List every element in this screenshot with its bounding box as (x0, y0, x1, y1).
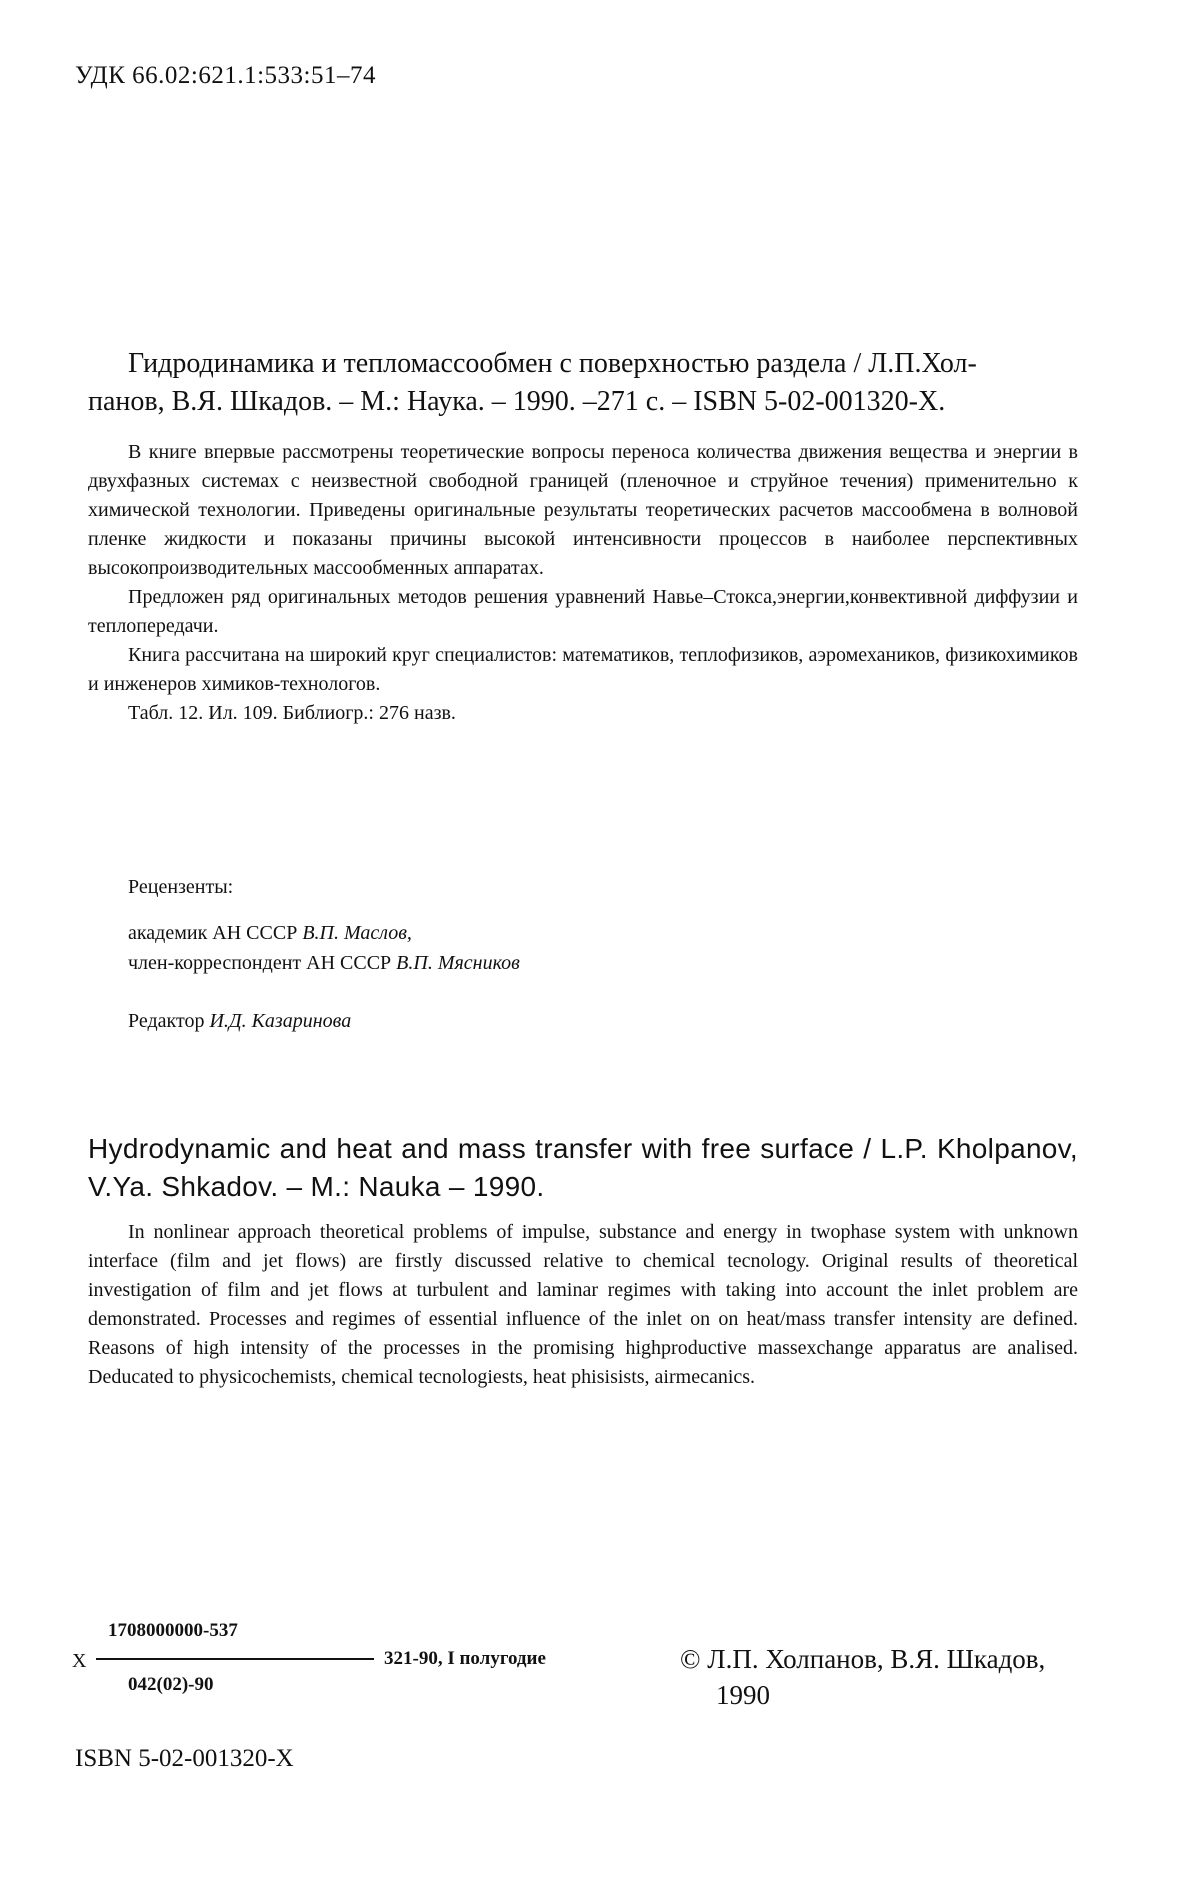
publication-code-denominator: 042(02)-90 (128, 1674, 214, 1695)
ru-abstract-paragraph-3: Книга рассчитана на широкий круг специалистов: математиков, теплофизиков, аэромехаников, физикохимиков и инженеров химиков-технологов. (88, 644, 1078, 695)
reviewer-2-role: член-корреспондент АН СССР (128, 952, 392, 974)
copyright-year: 1990 (716, 1680, 770, 1710)
publication-code (72, 1620, 612, 1720)
russian-abstract (88, 438, 1078, 728)
en-title-text: Hydrodynamic and heat and mass transfer with free surface / L.P. Kholpanov, V.Ya. Shkadov. – M.: Nauka – 1990. (88, 1133, 1078, 1202)
reviewers-block (128, 872, 520, 978)
ru-title-line-1: Гидродинамика и тепломассообмен с поверхностью раздела / Л.П.Хол- (128, 348, 977, 379)
ru-abstract-paragraph-1: В книге впервые рассмотрены теоретические вопросы переноса количества движения вещества и энергии в двухфазных системах с неизвестной свободной границей (пленочное и струйное течения) применительно к химической технологии. Приведены оригинальные результаты теоретических расчетов массообмена в волновой пленке жидкости и показаны причины высокой интенсивности процессов в наиболее перспективных высокопроизводительных массообменных аппаратах. (88, 441, 1078, 579)
reviewer-1 (128, 918, 520, 948)
ru-abstract-paragraph-4: Табл. 12. Ил. 109. Библиогр.: 276 назв. (128, 702, 456, 724)
english-bibliographic-title (88, 1130, 1078, 1206)
ru-abstract-paragraph-2: Предложен ряд оригинальных методов решения уравнений Навье–Стокса,энергии,конвективной диффузии и теплопередачи. (88, 586, 1078, 637)
reviewer-1-name: В.П. Маслов, (302, 922, 412, 944)
reviewers-heading: Рецензенты: (128, 876, 234, 898)
en-abstract-paragraph: In nonlinear approach theoretical problems of impulse, substance and energy in twophase system with unknown interface (film and jet flows) are firstly discussed relative to chemical tecnology. Original results of theoretical investigation of film and jet flows at turbulent and laminar regimes with taking into account the inlet problem are demonstrated. Processes and regimes of essential influence of the inlet on on heat/mass transfer intensity are defined. Reasons of high intensity of the processes in the promising highproductive massexchange apparatus are analised. Deducated to physicochemists, chemical tecnologiests, heat phisisists, airmecanics. (88, 1221, 1078, 1388)
editor-label: Редактор (128, 1010, 205, 1032)
ru-title-line-2: панов, В.Я. Шкадов. – М.: Наука. – 1990. –271 с. – ISBN 5-02-001320-Х. (88, 386, 946, 417)
english-abstract (88, 1218, 1078, 1392)
publication-code-numerator: 1708000000-537 (108, 1620, 238, 1641)
reviewer-2 (128, 948, 520, 978)
isbn: ISBN 5-02-001320-Х (75, 1745, 294, 1772)
editor-name: И.Д. Казаринова (209, 1010, 352, 1032)
copyright-line-1: © Л.П. Холпанов, В.Я. Шкадов, (680, 1644, 1046, 1674)
publication-code-tail: 321-90, I полугодие (384, 1648, 546, 1669)
reviewer-1-role: академик АН СССР (128, 922, 298, 944)
fraction-bar (96, 1658, 374, 1660)
reviewer-2-name: В.П. Мясников (396, 952, 520, 974)
udc-code: УДК 66.02:621.1:533:51–74 (75, 62, 376, 89)
editor-line (128, 1010, 351, 1033)
copyright-notice (680, 1641, 1045, 1713)
publication-code-x: X (72, 1650, 87, 1672)
russian-bibliographic-title (88, 345, 1078, 421)
